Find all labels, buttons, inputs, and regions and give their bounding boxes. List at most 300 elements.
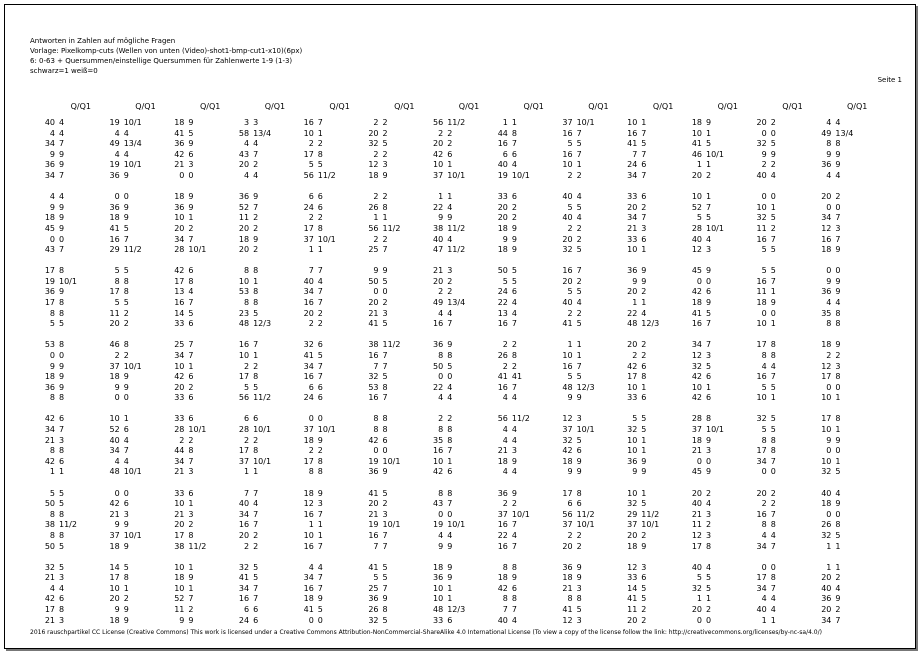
value: 0 [438,509,444,519]
value: 8 [373,414,379,424]
digit-sum: 7 [317,573,323,583]
value: 50 [368,276,379,286]
value: 16 [303,541,314,551]
value: 5 [696,213,702,223]
value: 9 [826,149,832,159]
value: 42 [691,372,702,382]
value: 21 [109,509,120,519]
value: 34 [303,573,314,583]
value: 37 [627,520,638,530]
digit-sum: 2 [253,160,259,170]
value: 52 [238,202,250,212]
digit-sum: 9 [511,573,517,583]
value: 37 [562,118,573,127]
digit-sum: 4 [835,298,841,307]
value: 14 [627,583,638,593]
value: 41 [562,605,573,614]
digit-sum: 8 [770,446,776,456]
value: 2 [567,308,573,318]
digit-sum: 9 [123,615,129,625]
digit-sum: 5 [706,573,712,583]
digit-sum: 0 [706,276,712,286]
digit-sum: 6 [641,160,647,170]
digit-sum: 8 [59,298,65,307]
digit-sum: 0 [835,382,841,392]
digit-sum: 1 [188,583,194,593]
digit-sum: 8 [770,350,776,360]
digit-sum: 0 [770,562,776,572]
value: 32 [821,530,832,540]
value: 19 [497,171,508,180]
value: 1 [308,245,314,255]
digit-sum: 10/1 [253,456,272,466]
value: 40 [821,488,832,498]
value: 42 [433,149,444,159]
digit-sum: 10/1 [706,149,724,159]
digit-sum: 7 [835,615,841,625]
value: 37 [109,530,120,540]
value: 4 [826,298,832,307]
value: 10 [303,128,314,138]
digit-sum: 1 [706,382,712,392]
digit-sum: 8 [317,456,323,466]
digit-sum: 2 [123,594,129,604]
value: 21 [691,509,702,519]
value: 50 [433,361,444,371]
value: 20 [691,605,702,614]
digit-sum: 10/1 [59,276,77,286]
digit-sum: 5 [770,245,776,255]
value: 0 [761,128,767,138]
digit-sum: 8 [835,319,841,329]
value: 6 [244,605,250,614]
value: 32 [368,139,379,149]
value: 8 [438,488,444,498]
value: 2 [373,118,379,127]
digit-sum: 10/1 [576,425,595,434]
digit-sum: 7 [641,149,647,159]
digit-sum: 6 [447,615,453,625]
value: 9 [502,234,508,244]
digit-sum: 3 [188,509,194,519]
document-source: Vorlage: Pixelkomp-cuts (Wellen von unten (Video)-shot1-bmp-cut1-x10)(6px) [30,47,303,55]
value: 20 [821,192,832,202]
digit-sum: 9 [511,488,517,498]
digit-sum: 2 [317,139,323,149]
value: 9 [49,149,55,159]
value: 17 [756,340,767,350]
value: 34 [174,234,185,244]
digit-sum: 8 [253,372,259,382]
digit-sum: 4 [511,393,517,403]
digit-sum: 0 [770,467,776,477]
value: 10 [433,594,444,604]
digit-sum: 9 [835,160,841,170]
digit-sum: 1 [317,128,323,138]
digit-sum: 7 [317,361,323,371]
digit-sum: 8 [770,340,776,350]
digit-sum: 10/1 [123,361,142,371]
value: 4 [114,456,120,466]
value: 16 [303,583,314,593]
digit-sum: 8 [382,605,388,614]
value: 40 [562,192,573,202]
digit-sum: 9 [576,467,582,477]
value: 17 [44,298,55,307]
digit-sum: 4 [706,562,712,572]
digit-sum: 1 [317,245,323,255]
digit-sum: 6 [317,202,323,212]
value: 0 [696,615,702,625]
value: 36 [821,160,832,170]
digit-sum: 4 [511,435,517,445]
digit-sum: 5 [770,382,776,392]
digit-sum: 5 [253,382,259,392]
digit-sum: 4 [835,171,841,180]
digit-sum: 1 [835,456,841,466]
digit-sum: 8 [706,414,712,424]
value: 8 [502,562,508,572]
digit-sum: 9 [123,372,129,382]
value: 8 [502,594,508,604]
value: 16 [303,298,314,307]
digit-sum: 7 [382,361,388,371]
digit-sum: 10/1 [123,118,142,127]
value: 18 [368,171,379,180]
value: 18 [109,541,120,551]
digit-sum: 1 [123,414,129,424]
value: 18 [44,372,55,382]
value: 11 [691,520,702,530]
digit-sum: 1 [770,615,776,625]
value: 18 [821,499,832,509]
digit-sum: 6 [253,615,259,625]
digit-sum: 9 [835,594,841,604]
digit-sum: 7 [576,149,582,159]
digit-sum: 2 [770,223,776,233]
digit-sum: 8 [447,425,453,434]
digit-sum: 7 [382,583,388,593]
value: 18 [691,298,702,307]
value: 26 [821,520,832,530]
value: 25 [174,340,185,350]
column-header: Q/Q1 [652,102,674,111]
digit-sum: 41 [511,372,523,382]
value: 6 [308,192,314,202]
value: 20 [691,171,702,180]
value: 9 [632,276,638,286]
value: 4 [114,149,120,159]
value: 37 [109,361,120,371]
value: 23 [238,308,250,318]
value: 2 [308,446,314,456]
value: 4 [49,583,55,593]
value: 53 [44,340,55,350]
value: 8 [438,350,444,360]
value: 6 [244,414,250,424]
value: 24 [303,202,314,212]
digit-sum: 12/3 [253,319,272,329]
value: 0 [826,446,832,456]
value: 36 [433,573,444,583]
value: 58 [238,128,250,138]
digit-sum: 7 [253,488,259,498]
value: 10 [174,361,185,371]
value: 12 [821,223,832,233]
digit-sum: 5 [123,562,129,572]
digit-sum: 9 [835,245,841,255]
value: 8 [373,425,379,434]
digit-sum: 5 [382,615,388,625]
value: 46 [691,149,702,159]
digit-sum: 5 [770,213,776,223]
digit-sum: 9 [317,594,323,604]
value: 24 [627,160,638,170]
digit-sum: 7 [770,456,776,466]
digit-sum: 5 [641,139,647,149]
digit-sum: 7 [511,382,517,392]
digit-sum: 9 [59,223,65,233]
digit-sum: 8 [835,139,841,149]
value: 36 [627,456,638,466]
digit-sum: 7 [317,266,323,276]
value: 21 [691,446,702,456]
value: 0 [438,372,444,382]
value: 0 [114,393,120,403]
digit-sum: 1 [770,319,776,329]
value: 34 [756,456,767,466]
value: 10 [174,499,185,509]
value: 4 [761,361,767,371]
digit-sum: 2 [576,530,582,540]
digit-sum: 2 [447,276,453,286]
value: 42 [44,594,55,604]
digit-sum: 3 [59,573,65,583]
digit-sum: 4 [447,530,453,540]
value: 41 [562,319,573,329]
digit-sum: 0 [447,372,453,382]
digit-sum: 8 [188,446,194,456]
digit-sum: 11/2 [188,541,207,551]
column-header: Q/Q1 [264,102,286,111]
value: 11 [238,213,250,223]
value: 10 [627,382,638,392]
value: 21 [174,467,185,477]
digit-sum: 8 [59,340,65,350]
digit-sum: 2 [188,605,194,614]
value: 5 [114,266,120,276]
value: 19 [44,276,55,286]
digit-sum: 9 [188,615,194,625]
digit-sum: 7 [188,594,194,604]
digit-sum: 13/4 [123,139,142,149]
value: 19 [109,118,120,127]
digit-sum: 1 [641,118,647,127]
value: 16 [368,393,379,403]
digit-sum: 2 [511,499,517,509]
digit-sum: 3 [641,223,647,233]
digit-sum: 8 [59,266,65,276]
digit-sum: 8 [447,350,453,360]
value: 16 [497,319,508,329]
value: 20 [756,488,767,498]
digit-sum: 7 [123,234,129,244]
value: 16 [303,118,314,127]
value: 4 [308,562,314,572]
digit-sum: 4 [253,499,259,509]
digit-sum: 3 [576,615,582,625]
value: 52 [691,202,702,212]
digit-sum: 0 [123,393,129,403]
value: 32 [627,425,638,434]
digit-sum: 5 [382,319,388,329]
value: 17 [303,149,314,159]
digit-sum: 10/1 [188,245,207,255]
value: 20 [238,530,250,540]
value: 50 [44,499,55,509]
digit-sum: 5 [59,499,65,509]
value: 20 [238,223,250,233]
digit-sum: 6 [253,605,259,614]
value: 20 [368,128,379,138]
value: 40 [497,160,508,170]
digit-sum: 6 [188,319,194,329]
digit-sum: 6 [382,435,388,445]
value: 18 [821,245,832,255]
digit-sum: 2 [641,530,647,540]
value: 2 [308,213,314,223]
digit-sum: 2 [770,488,776,498]
value: 56 [303,171,314,180]
value: 0 [114,488,120,498]
value: 32 [238,562,250,572]
value: 42 [691,393,702,403]
value: 38 [174,541,185,551]
value: 11 [627,605,638,614]
value: 8 [438,425,444,434]
value: 16 [821,234,832,244]
value: 16 [303,509,314,519]
digit-sum: 5 [188,308,194,318]
value: 42 [691,287,702,297]
value: 52 [174,594,185,604]
value: 20 [303,308,314,318]
value: 7 [632,149,638,159]
value: 41 [109,223,120,233]
value: 42 [44,414,55,424]
value: 18 [497,223,508,233]
digit-sum: 9 [835,340,841,350]
value: 32 [562,435,573,445]
value: 20 [174,223,185,233]
digit-sum: 5 [59,319,65,329]
value: 22 [433,382,444,392]
digit-sum: 5 [511,266,517,276]
digit-sum: 8 [511,594,517,604]
value: 36 [44,160,55,170]
digit-sum: 4 [123,128,129,138]
digit-sum: 5 [59,541,65,551]
digit-sum: 9 [317,488,323,498]
value: 28 [174,425,185,434]
digit-sum: 2 [447,414,453,424]
digit-sum: 1 [641,488,647,498]
digit-sum: 8 [447,435,453,445]
value: 56 [433,118,444,127]
digit-sum: 4 [576,192,582,202]
digit-sum: 5 [641,594,647,604]
value: 20 [368,499,379,509]
value: 9 [826,276,832,286]
value: 36 [497,488,508,498]
digit-sum: 10/1 [511,171,530,180]
digit-sum: 3 [835,361,841,371]
value: 20 [691,488,702,498]
digit-sum: 7 [641,128,647,138]
digit-sum: 11/2 [511,414,530,424]
digit-sum: 6 [188,488,194,498]
value: 38 [44,520,55,530]
value: 40 [562,298,573,307]
digit-sum: 2 [188,382,194,392]
value: 5 [567,202,573,212]
digit-sum: 11/2 [59,520,77,530]
column-header: Q/Q1 [782,102,803,111]
digit-sum: 10/1 [382,520,401,530]
value: 12 [691,530,702,540]
digit-sum: 7 [59,171,65,180]
value: 24 [497,287,508,297]
digit-sum: 11/2 [382,223,401,233]
digit-sum: 0 [317,414,323,424]
digit-sum: 8 [253,446,259,456]
digit-sum: 1 [188,213,194,223]
value: 34 [109,446,120,456]
digit-sum: 6 [59,594,65,604]
document-description: 6: 0-63 + Quersummen/einstellige Quersummen für Zahlenwerte 1-9 (1-3) [30,57,293,65]
value: 33 [497,192,508,202]
value: 42 [562,446,573,456]
digit-sum: 9 [835,287,841,297]
value: 11 [756,223,767,233]
digit-sum: 2 [253,530,259,540]
value: 45 [44,223,55,233]
value: 17 [756,573,767,583]
value: 16 [562,128,573,138]
digit-sum: 13/4 [253,128,272,138]
value: 5 [761,382,767,392]
digit-sum: 10/1 [123,160,142,170]
digit-sum: 1 [706,192,712,202]
digit-sum: 5 [123,223,129,233]
value: 40 [691,234,702,244]
value: 20 [109,319,120,329]
digit-sum: 9 [447,573,453,583]
value: 7 [502,605,508,614]
value: 32 [756,213,767,223]
digit-sum: 11/2 [317,171,336,180]
digit-sum: 6 [188,372,194,382]
digit-sum: 7 [123,446,129,456]
digit-sum: 10/1 [706,425,724,434]
digit-sum: 9 [59,382,65,392]
value: 8 [761,435,767,445]
value: 10 [756,393,767,403]
digit-sum: 0 [59,234,65,244]
digit-sum: 9 [576,562,582,572]
digit-sum: 8 [511,562,517,572]
value: 20 [821,573,832,583]
